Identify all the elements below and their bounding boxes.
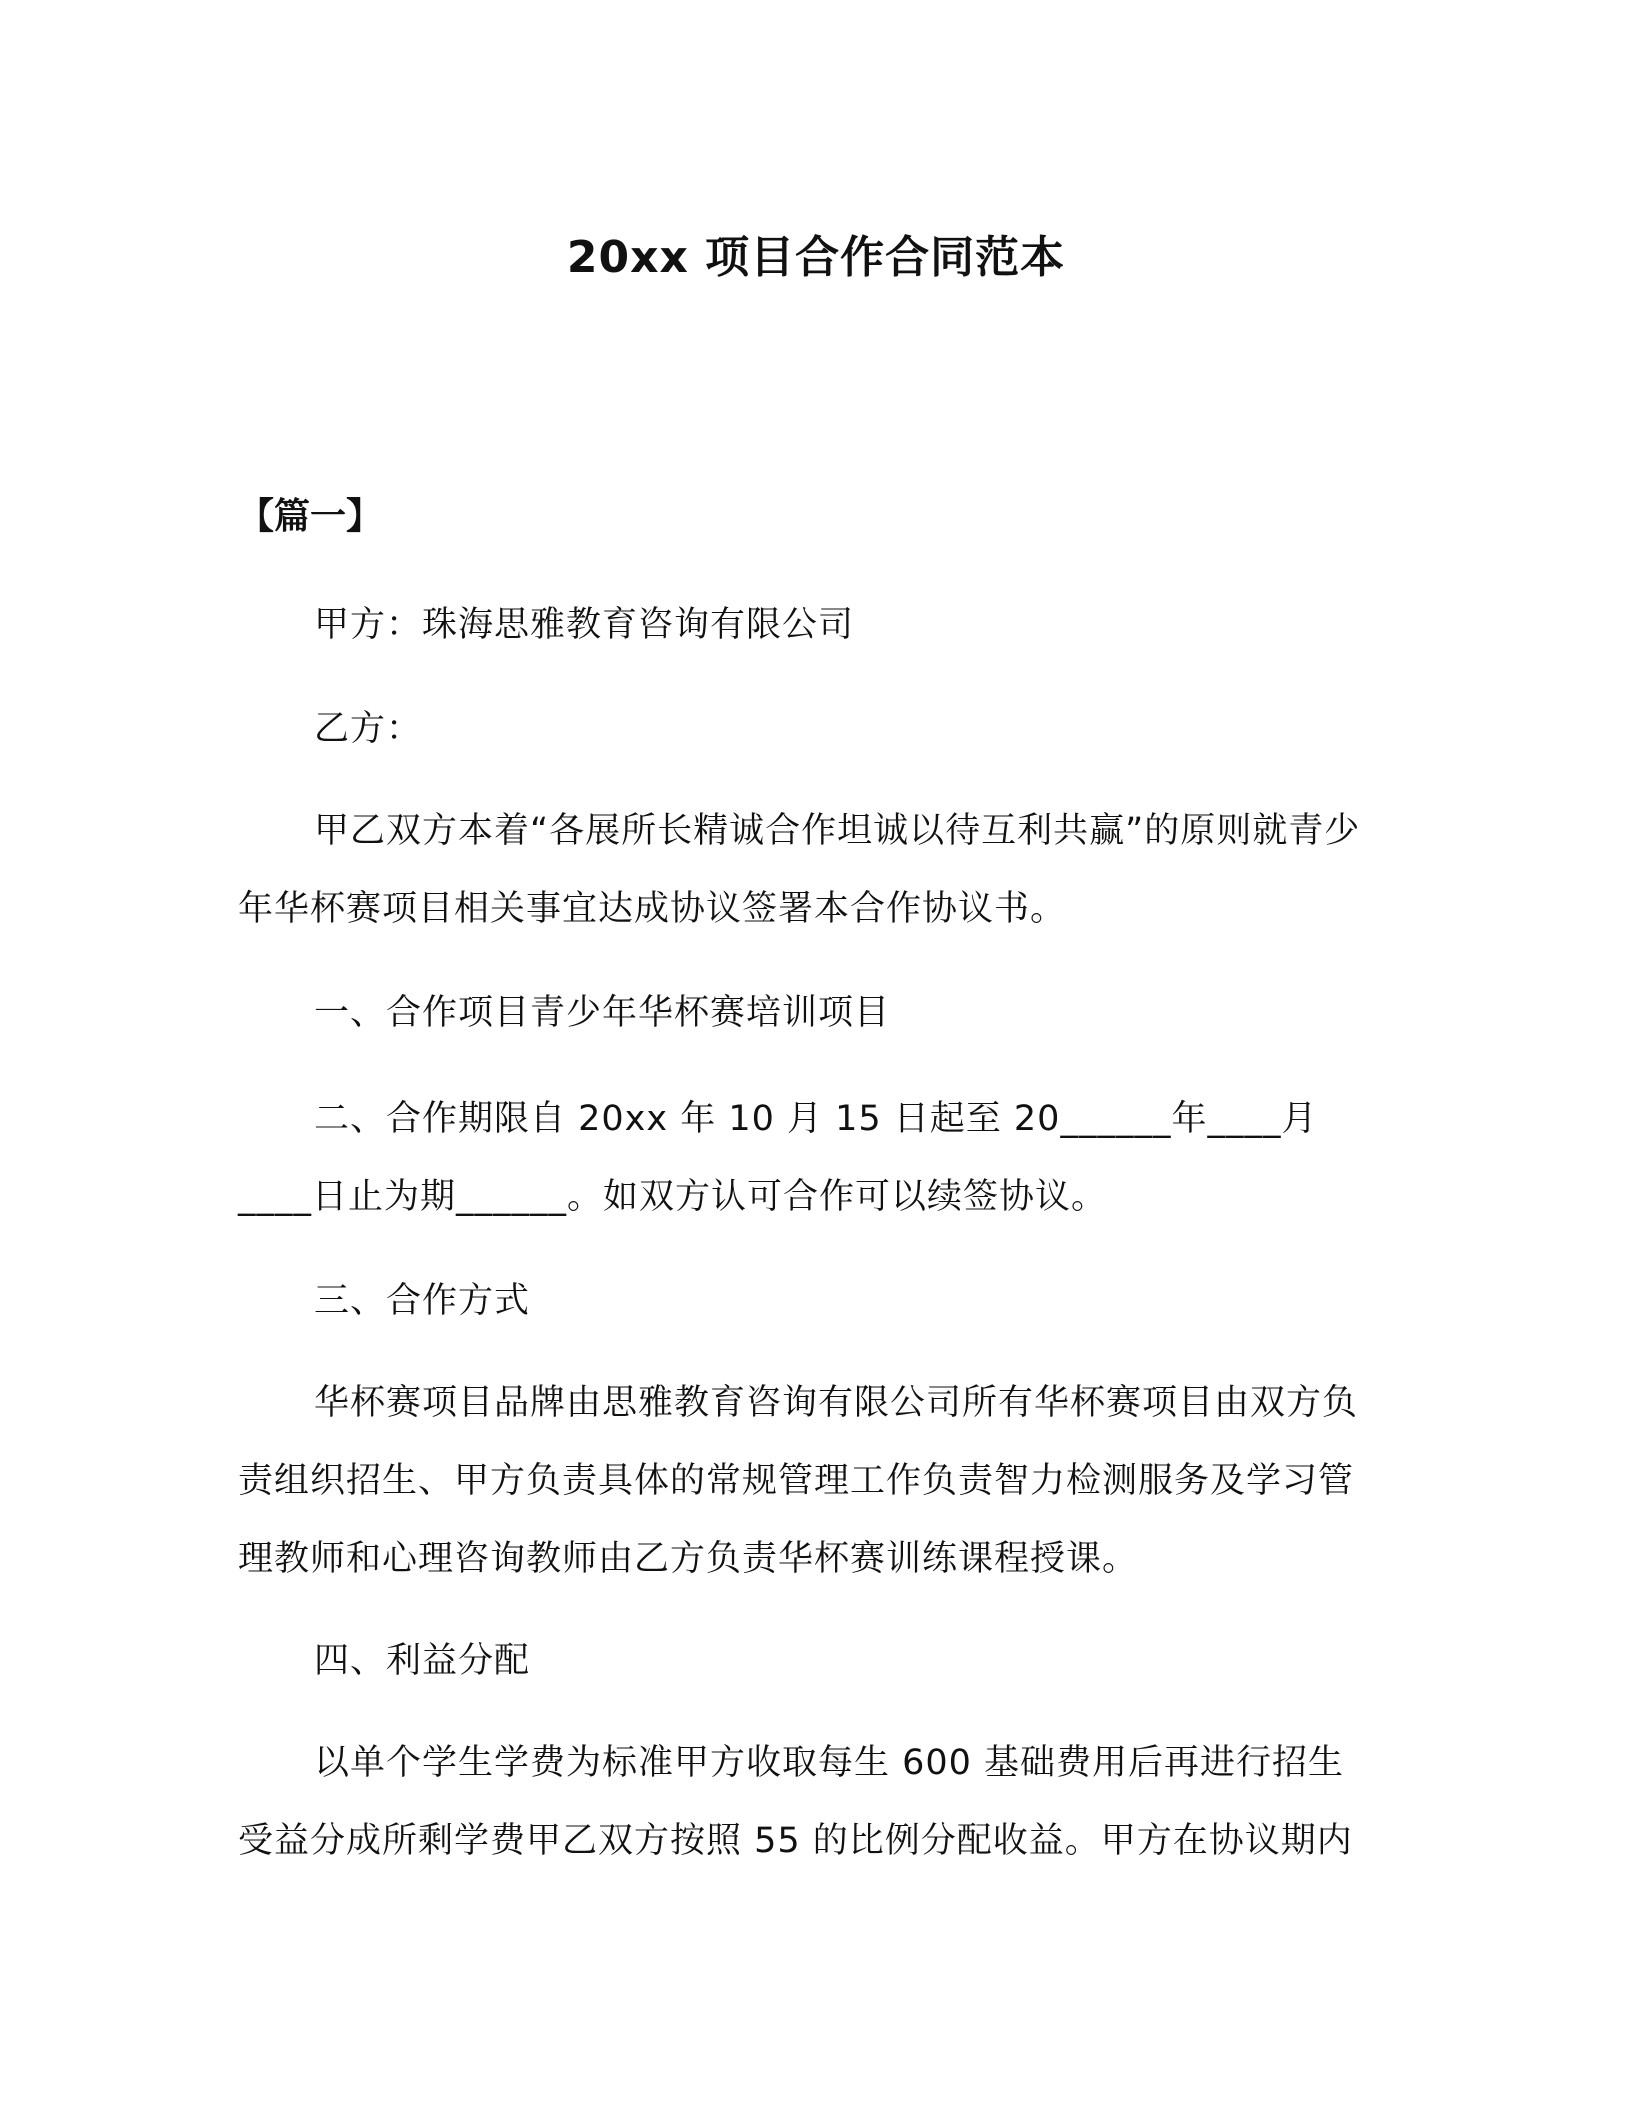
section-tag: 【篇一】 — [238, 496, 383, 537]
clause-4-heading: 四、利益分配 — [314, 1641, 531, 1681]
party-b-line: 乙方： — [314, 709, 423, 749]
document-title: 20xx 项目合作合同范本 — [566, 232, 1066, 283]
clause-3-heading: 三、合作方式 — [314, 1281, 531, 1321]
intro-paragraph: 甲乙双方本着“各展所长精诚合作坦诚以待互利共赢”的原则就青少年华杯赛项目相关事宜达成协议签署本合作协议书。 — [238, 811, 1361, 929]
clause-1-heading: 一、合作项目青少年华杯赛培训项目 — [314, 993, 891, 1033]
party-a-line: 甲方：珠海思雅教育咨询有限公司 — [314, 605, 855, 645]
clause-4-body: 以单个学生学费为标准甲方收取每生 600 基础费用后再进行招生受益分成所剩学费甲乙双方按照 55 的比例分配收益。甲方在协议期内 — [238, 1743, 1353, 1861]
clause-3-body: 华杯赛项目品牌由思雅教育咨询有限公司所有华杯赛项目由双方负责组织招生、甲方负责具体的常规管理工作负责智力检测服务及学习管理教师和心理咨询教师由乙方负责华杯赛训练课程授课。 — [238, 1383, 1359, 1579]
clause-2-paragraph: 二、合作期限自 20xx 年 10 月 15 日起至 20______年____月____日止为期______。如双方认可合作可以续签协议。 — [238, 1099, 1318, 1217]
